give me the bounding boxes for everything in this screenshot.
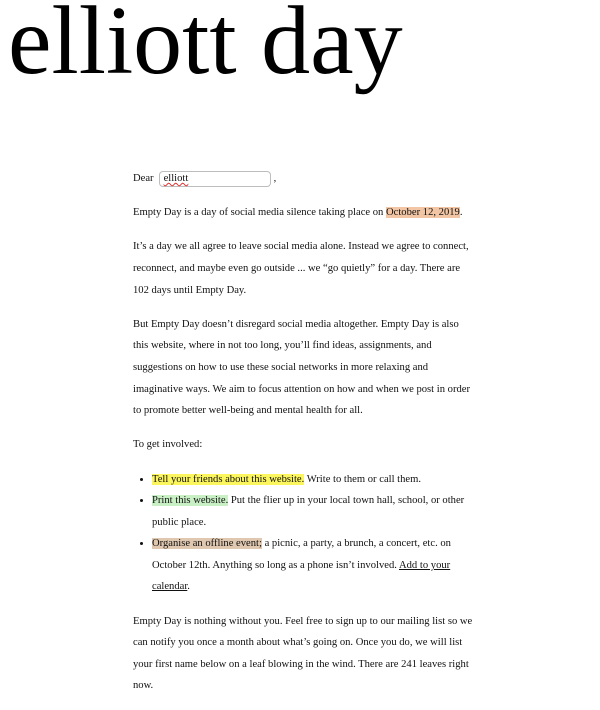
list-item-end: . xyxy=(187,581,190,593)
mission-paragraph: But Empty Day doesn’t disregard social media altogether. Empty Day is also this website, where in not too long, you’ll find ideas, assignments, and suggestions on how to use these social networks in more relaxing and imaginative ways. We aim to focus attention on how and when we post in order to promote better well-being and mental health for all. xyxy=(133,318,470,417)
list-item xyxy=(152,533,473,598)
closing-paragraph: Empty Day is nothing without you. Feel free to sign up to our mailing list so we can notify you once a month about what’s going on. Once you do, we will list your first name below on a leaf blowing in the wind. There are 241 leaves right now. xyxy=(133,615,473,692)
greeting-comma: , xyxy=(273,173,277,184)
list-item-text: Put the flier up in your local town hall, school, or other public place. xyxy=(152,495,465,528)
list-item xyxy=(152,469,473,491)
add-to-calendar-link[interactable]: Add to your calendar xyxy=(152,559,451,593)
greeting-line xyxy=(133,168,473,190)
organise-event-link[interactable]: Organise an offline event; xyxy=(152,538,262,550)
list-item-text: Write to them or call them. xyxy=(304,473,422,485)
greeting-dear: Dear xyxy=(133,173,154,184)
event-date: October 12, 2019 xyxy=(386,207,460,219)
involvement-list xyxy=(133,469,473,599)
name-input[interactable] xyxy=(159,171,271,187)
intro-paragraph xyxy=(133,202,473,224)
letter-body xyxy=(133,168,473,710)
intro-text: Empty Day is a day of social media silence taking place on xyxy=(133,207,386,219)
tell-friends-link[interactable]: Tell your friends about this website. xyxy=(152,473,305,485)
print-website-link[interactable]: Print this website. xyxy=(152,495,229,507)
get-involved-heading: To get involved: xyxy=(133,439,203,451)
list-item xyxy=(152,490,473,533)
page-title: elliott day xyxy=(8,0,403,95)
list-item-text: a picnic, a party, a brunch, a concert, etc. on October 12th. Anything so long as a phone isn’t involved. xyxy=(152,538,451,571)
name-input-value: elliott xyxy=(163,172,189,184)
intro-period: . xyxy=(459,207,463,219)
about-paragraph: It’s a day we all agree to leave social media alone. Instead we agree to connect, reconnect, and maybe even go outside ... we “go quietly” for a day. There are 102 days until Empty Day. xyxy=(133,241,469,296)
